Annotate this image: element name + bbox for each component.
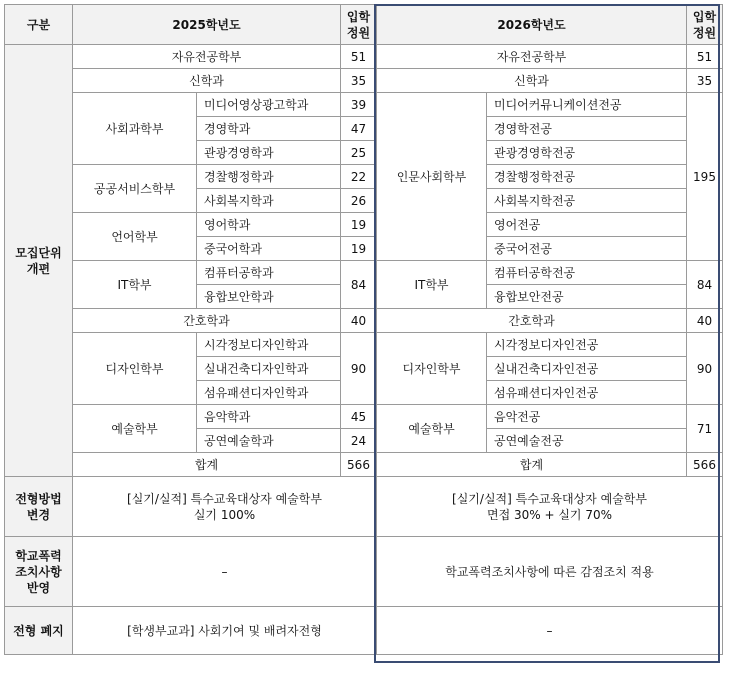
dept-2025: 관광경영학과 (197, 141, 341, 165)
table-row (5, 165, 723, 189)
header-quota-2025: 입학 정원 (341, 5, 377, 45)
free-major-quota-2025: 51 (341, 45, 377, 69)
table-row (5, 93, 723, 117)
major-2026: 미디어커뮤니케이션전공 (487, 93, 687, 117)
dept-2025: 실내건축디자인학과 (197, 357, 341, 381)
table-row (5, 261, 723, 285)
school-arts-2025: 예술학부 (73, 405, 197, 453)
section-label-unit-reorg: 모집단위 개편 (5, 45, 73, 477)
admission-change-table (4, 4, 723, 655)
table-row (5, 45, 723, 69)
section-label-abolished: 전형 폐지 (5, 607, 73, 655)
nursing-quota-2025: 40 (341, 309, 377, 333)
arts-quota-2026: 71 (687, 405, 723, 453)
humanities-social-quota-2026: 195 (687, 93, 723, 261)
school-language-2025: 언어학부 (73, 213, 197, 261)
header-quota-2026: 입학 정원 (687, 5, 723, 45)
total-label-2026: 합계 (377, 453, 687, 477)
theology-2026: 신학과 (377, 69, 687, 93)
nursing-2026: 간호학과 (377, 309, 687, 333)
major-2026: 영어전공 (487, 213, 687, 237)
school-social-science-2025: 사회과학부 (73, 93, 197, 165)
dept-2025: 컴퓨터공학과 (197, 261, 341, 285)
nursing-quota-2026: 40 (687, 309, 723, 333)
header-2026: 2026학년도 (377, 5, 687, 45)
school-humanities-social-2026: 인문사회학부 (377, 93, 487, 261)
school-design-2026: 디자인학부 (377, 333, 487, 405)
major-2026: 경영학전공 (487, 117, 687, 141)
selection-method-2025: [실기/실적] 특수교육대상자 예술학부 실기 100% (73, 477, 377, 537)
major-2026: 중국어전공 (487, 237, 687, 261)
abolished-2026: – (377, 607, 723, 655)
major-2026: 경찰행정학전공 (487, 165, 687, 189)
major-2026: 사회복지학전공 (487, 189, 687, 213)
dept-quota-2025: 24 (341, 429, 377, 453)
dept-2025: 영어학과 (197, 213, 341, 237)
dept-2025: 공연예술학과 (197, 429, 341, 453)
abolished-2025: [학생부교과] 사회기여 및 배려자전형 (73, 607, 377, 655)
dept-2025: 사회복지학과 (197, 189, 341, 213)
school-it-2026: IT학부 (377, 261, 487, 309)
section-label-selection-method: 전형방법 변경 (5, 477, 73, 537)
free-major-2026: 자유전공학부 (377, 45, 687, 69)
section-label-school-violence: 학교폭력 조치사항 반영 (5, 537, 73, 607)
table-row (5, 213, 723, 237)
table-row (5, 405, 723, 429)
dept-2025: 시각정보디자인학과 (197, 333, 341, 357)
total-quota-2026: 566 (687, 453, 723, 477)
free-major-2025: 자유전공학부 (73, 45, 341, 69)
school-it-2025: IT학부 (73, 261, 197, 309)
total-row (5, 453, 723, 477)
dept-quota-2025: 22 (341, 165, 377, 189)
major-2026: 시각정보디자인전공 (487, 333, 687, 357)
dept-quota-2025: 19 (341, 213, 377, 237)
school-violence-row (5, 537, 723, 607)
dept-quota-2025: 26 (341, 189, 377, 213)
dept-2025: 융합보안학과 (197, 285, 341, 309)
selection-method-2026: [실기/실적] 특수교육대상자 예술학부 면접 30% + 실기 70% (377, 477, 723, 537)
school-violence-2025: – (73, 537, 377, 607)
dept-2025: 미디어영상광고학과 (197, 93, 341, 117)
abolished-row (5, 607, 723, 655)
theology-quota-2025: 35 (341, 69, 377, 93)
dept-2025: 중국어학과 (197, 237, 341, 261)
total-quota-2025: 566 (341, 453, 377, 477)
table-row (5, 69, 723, 93)
school-design-2025: 디자인학부 (73, 333, 197, 405)
theology-quota-2026: 35 (687, 69, 723, 93)
nursing-2025: 간호학과 (73, 309, 341, 333)
it-quota-2025: 84 (341, 261, 377, 309)
major-2026: 관광경영학전공 (487, 141, 687, 165)
design-quota-2025: 90 (341, 333, 377, 405)
dept-quota-2025: 39 (341, 93, 377, 117)
major-2026: 실내건축디자인전공 (487, 357, 687, 381)
header-2025: 2025학년도 (73, 5, 341, 45)
major-2026: 공연예술전공 (487, 429, 687, 453)
free-major-quota-2026: 51 (687, 45, 723, 69)
major-2026: 음악전공 (487, 405, 687, 429)
admission-change-table-wrapper (4, 4, 723, 655)
major-2026: 융합보안전공 (487, 285, 687, 309)
dept-quota-2025: 19 (341, 237, 377, 261)
header-category: 구분 (5, 5, 73, 45)
it-quota-2026: 84 (687, 261, 723, 309)
selection-method-row (5, 477, 723, 537)
major-2026: 컴퓨터공학전공 (487, 261, 687, 285)
dept-quota-2025: 25 (341, 141, 377, 165)
school-arts-2026: 예술학부 (377, 405, 487, 453)
table-row (5, 309, 723, 333)
dept-quota-2025: 47 (341, 117, 377, 141)
school-public-service-2025: 공공서비스학부 (73, 165, 197, 213)
dept-2025: 음악학과 (197, 405, 341, 429)
table-row (5, 333, 723, 357)
total-label-2025: 합계 (73, 453, 341, 477)
dept-quota-2025: 45 (341, 405, 377, 429)
major-2026: 섬유패션디자인전공 (487, 381, 687, 405)
dept-2025: 섬유패션디자인학과 (197, 381, 341, 405)
dept-2025: 경찰행정학과 (197, 165, 341, 189)
school-violence-2026: 학교폭력조치사항에 따른 감점조치 적용 (377, 537, 723, 607)
theology-2025: 신학과 (73, 69, 341, 93)
header-row (5, 5, 723, 45)
design-quota-2026: 90 (687, 333, 723, 405)
dept-2025: 경영학과 (197, 117, 341, 141)
